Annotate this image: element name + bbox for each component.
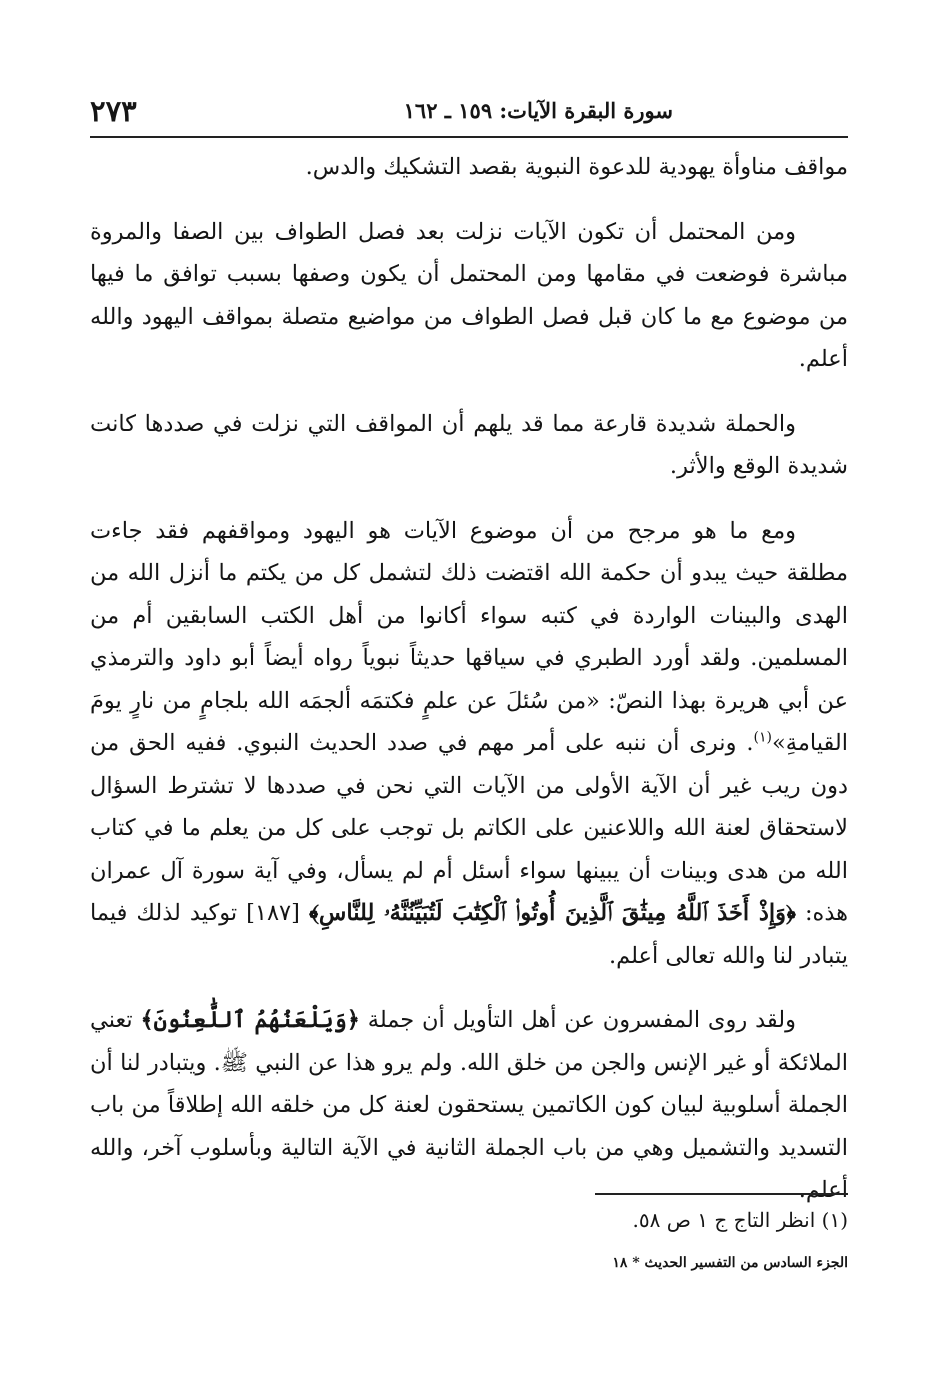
footnote-1: (١) انظر التاج ج ١ ص ٥٨. [632,1208,848,1232]
paragraph-4-text-b: . ونرى أن ننبه على أمر مهم في صدد الحديث النبوي. ففيه الحق من دون ريب غير أن الآية الأولى من الآيات التي نحن في صددها لا تشترط السؤال لاستحقاق لعنة الله واللاعنين على الكاتم بل توجب على كل من يعلم ما في كتاب الله من هدى وبينات أن يبينها سواء أسئل أم لم يسأل، وفي آية سورة آل عمران هذه: [90,730,849,926]
paragraph-4-text-a: ومع ما هو مرجح من أن موضوع الآيات هو اليهود ومواقفهم فقد جاءت مطلقة حيث يبدو أن حكمة الله اقتضت ذلك لتشمل كل من يكتم ما أنزل الله من الهدى والبينات الواردة في كتبه سواء أكانوا من أهل الكتب السابقين أم من المسلمين. ولقد أورد الطبري في سياقها حديثاً نبوياً رواه أيضاً أبو داود والترمذي عن أبي هريرة بهذا النصّ: «من سُئلَ عن علمٍ فكتمَه ألجمَه الله بلجامٍ من نارٍ يومَ القيامةِ» [90,517,848,756]
paragraph-3: والحملة شديدة قارعة مما قد يلهم أن المواقف التي نزلت في صددها كانت شديدة الوقع والأثر. [90,410,848,479]
body-text [90,146,848,1234]
page-header [90,92,848,138]
quran-verse-laenun: ﴿وَيَلْعَنُهُمُ ٱللَّٰعِنُونَ﴾ [140,1007,360,1033]
paragraph-2: ومن المحتمل أن تكون الآيات نزلت بعد فصل الطواف بين الصفا والمروة مباشرة فوضعت في مقامها ومن المحتمل أن يكون وصفها بسبب توافق ما فيها من موضوع مع ما كان قبل فصل الطواف من مواضيع متصلة بمواقف اليهود والله أعلم. [90,218,848,372]
paragraph-5 [90,999,848,1212]
footnote-reference[interactable]: (١) [753,729,772,746]
footnote-divider [595,1193,848,1195]
paragraph-5-text-b: تعني الملائكة أو غير الإنس والجن من خلق الله. ولم يرو هذا عن النبي ﷺ. ويتبادر لنا أن الجملة أسلوبية لبيان كون الكاتمين يستحقون لعنة كل من خلقه الله إطلاقاً من باب التسديد والتشميل وهي من باب الجملة الثانية في الآية التالية وبأسلوب آخر، والله أعلم. [90,1007,848,1203]
printer-signature: الجزء السادس من التفسير الحديث * ١٨ [612,1255,848,1271]
paragraph-4-text-c: [١٨٧] توكيد لذلك فيما يتبادر لنا والله تعالى أعلم. [90,900,848,969]
paragraph-4 [90,510,848,978]
quran-verse-al-imran: ﴿وَإِذْ أَخَذَ ٱللَّهُ مِيثَٰقَ ٱلَّذِينَ أُوتُوا۟ ٱلْكِتَٰبَ لَتُبَيِّنُنَّهُۥ لِلنَّاسِ﴾ [308,900,796,926]
paragraph-1: مواقف مناوأة يهودية للدعوة النبوية بقصد التشكيك والدس. [305,154,848,180]
page-number: ٢٧٣ [90,94,137,128]
paragraph-5-text-a: ولقد روى المفسرون عن أهل التأويل أن جملة [367,1007,796,1033]
running-title: سورة البقرة الآيات: ١٥٩ ـ ١٦٢ [403,98,673,123]
